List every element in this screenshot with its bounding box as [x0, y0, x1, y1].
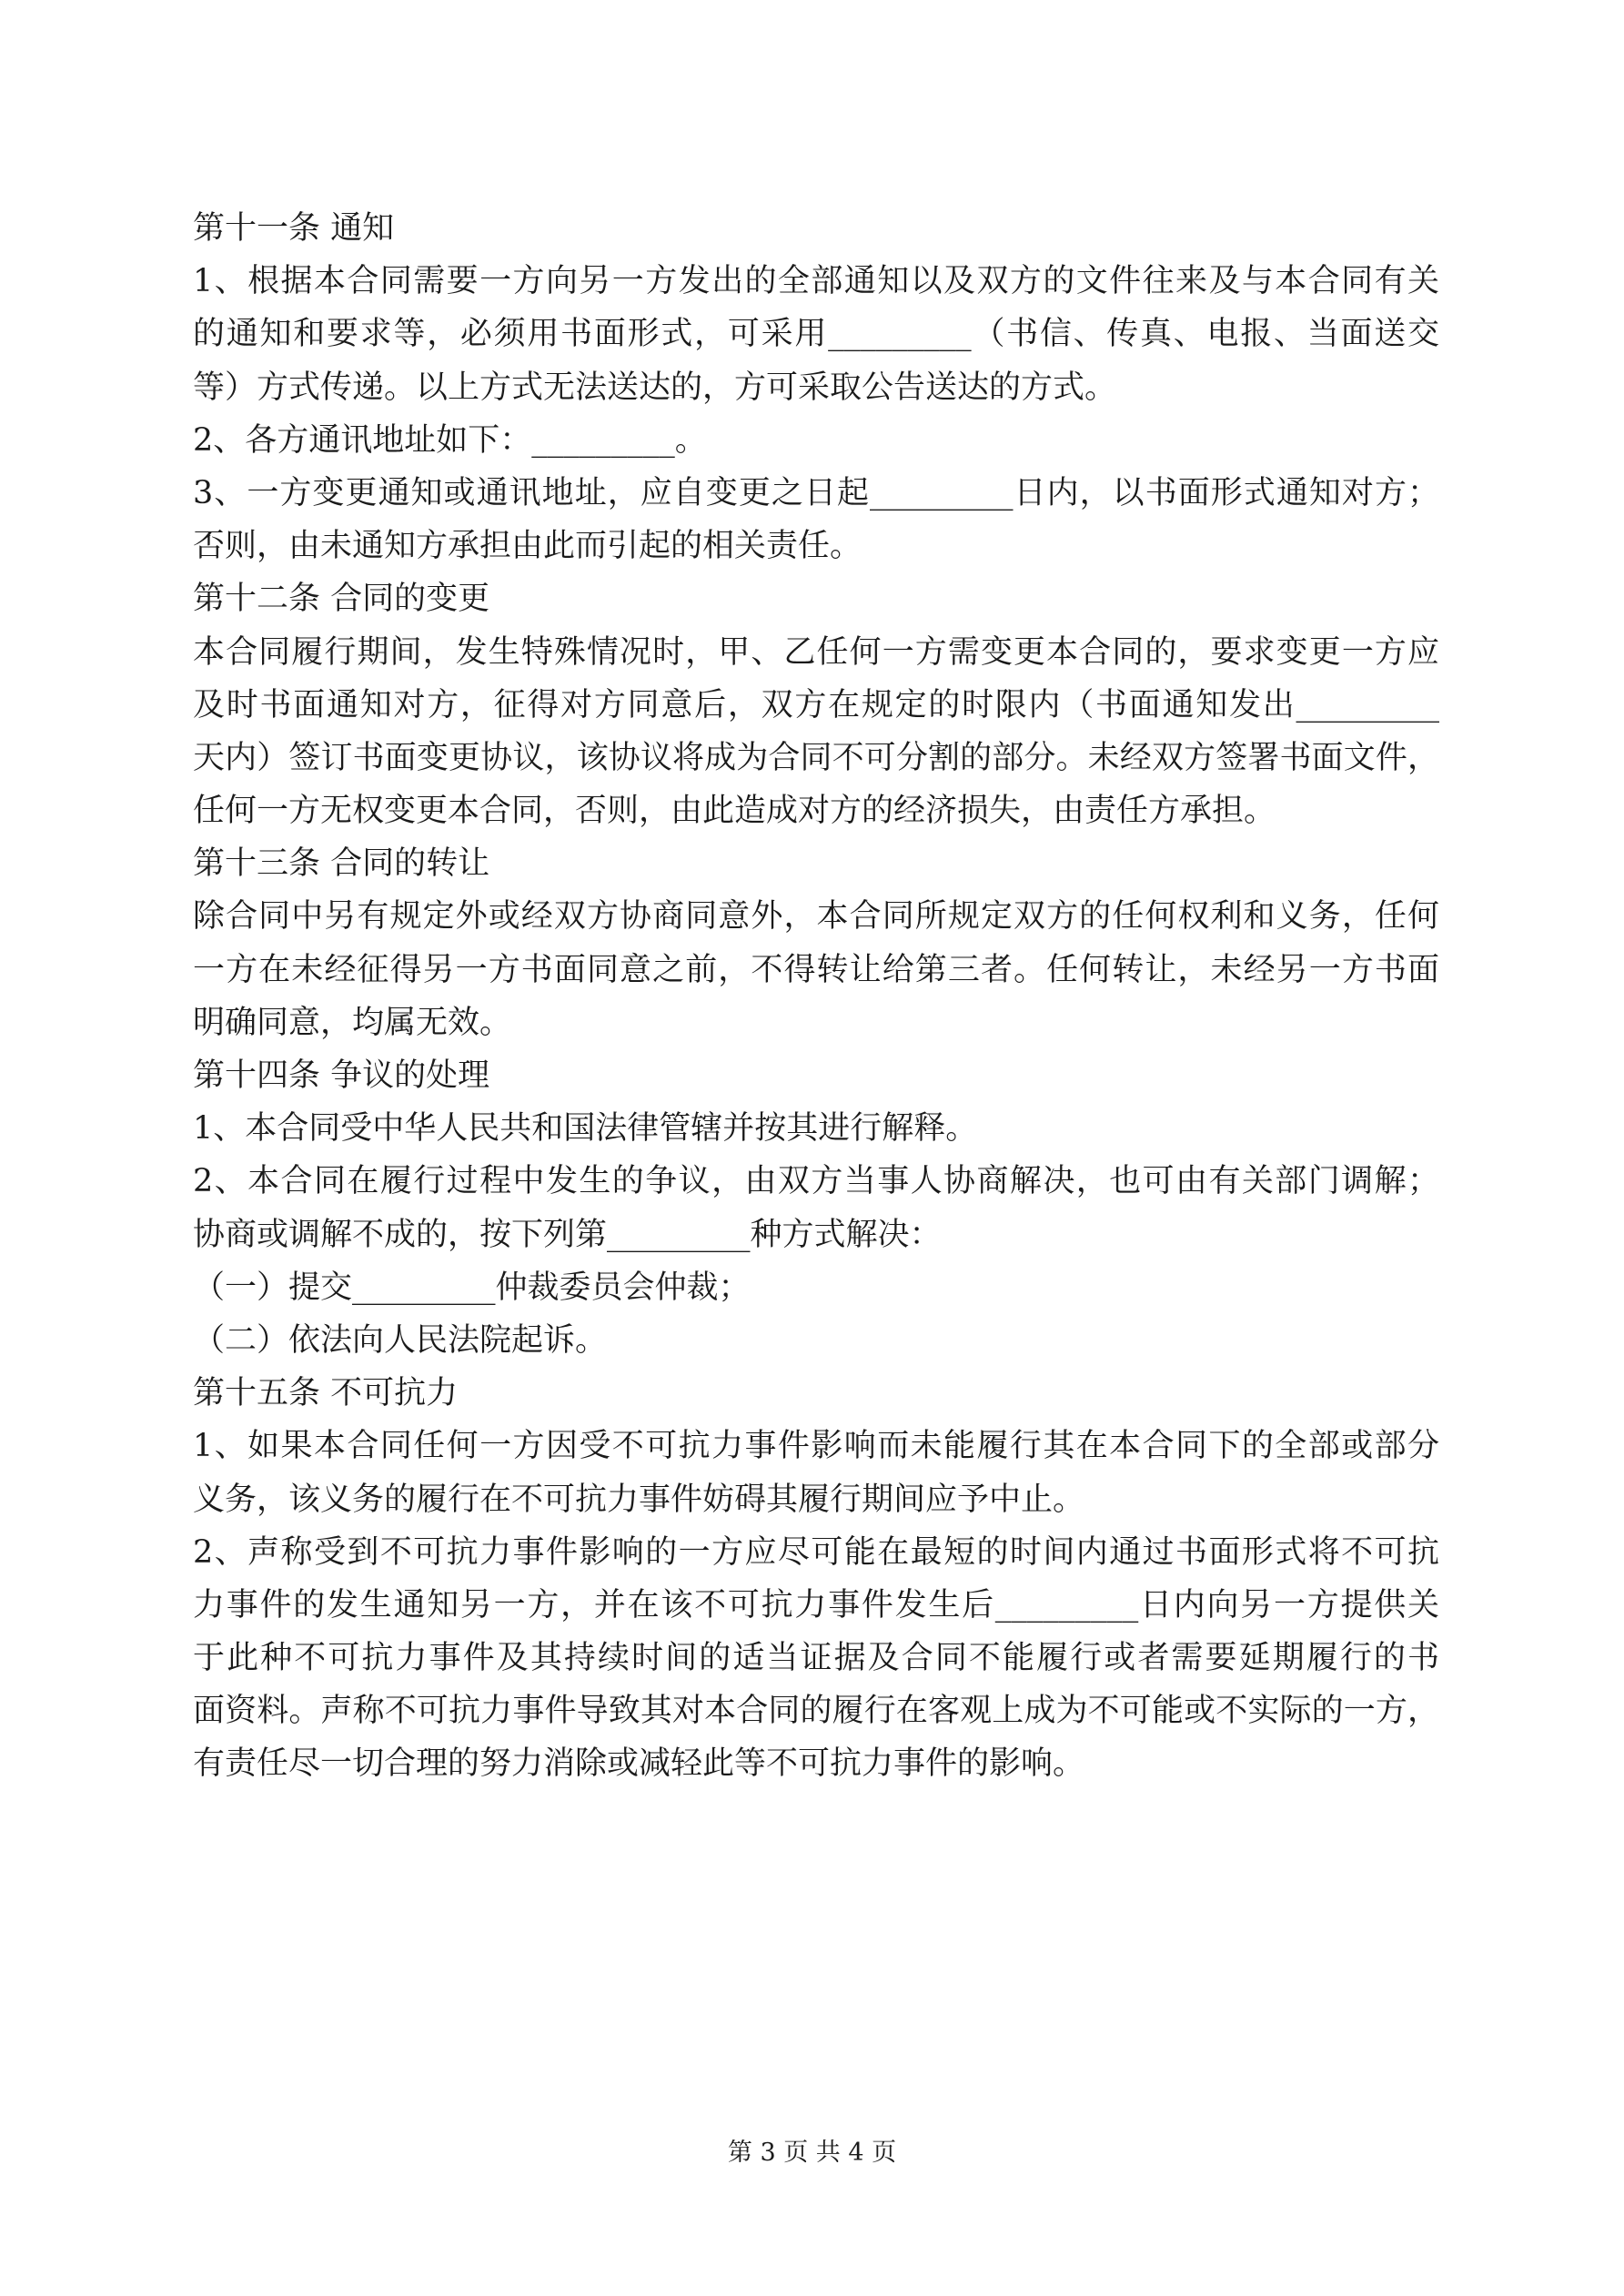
text-line: 的通知和要求等，必须用书面形式，可采用_________（书信、传真、电报、当面送交 — [193, 316, 1439, 353]
text-line: 3、一方变更通知或通讯地址，应自变更之日起_________日内，以书面形式通知对方； — [193, 474, 1439, 511]
text-line: 本合同履行期间，发生特殊情况时，甲、乙任何一方需变更本合同的，要求变更一方应 — [193, 633, 1439, 671]
text-line: 1、如果本合同任何一方因受不可抗力事件影响而未能履行其在本合同下的全部或部分 — [193, 1428, 1439, 1465]
text-line: 任何一方无权变更本合同，否则，由此造成对方的经济损失，由责任方承担。 — [193, 793, 1276, 830]
text-line: 否则，由未通知方承担由此而引起的相关责任。 — [193, 528, 862, 565]
document-body — [193, 202, 1439, 1791]
text-line: 1、根据本合同需要一方向另一方发出的全部通知以及双方的文件往来及与本合同有关 — [193, 263, 1439, 300]
page-footer — [0, 2137, 1624, 2170]
text-line: 除合同中另有规定外或经双方协商同意外，本合同所规定双方的任何权利和义务，任何 — [193, 898, 1439, 936]
text-line: 2、本合同在履行过程中发生的争议，由双方当事人协商解决，也可由有关部门调解； — [193, 1163, 1439, 1200]
page-number: 第 3 页 共 4 页 — [727, 2139, 897, 2167]
article-15-heading: 第十五条 不可抗力 — [193, 1375, 459, 1412]
text-line: （一）提交_________仲裁委员会仲裁； — [193, 1269, 751, 1306]
article-14-heading: 第十四条 争议的处理 — [193, 1057, 490, 1094]
text-line: （二）依法向人民法院起诉。 — [193, 1321, 608, 1359]
text-line: 天内）签订书面变更协议，该协议将成为合同不可分割的部分。未经双方签署书面文件， — [193, 739, 1439, 776]
text-line: 1、本合同受中华人民共和国法律管辖并按其进行解释。 — [193, 1110, 978, 1148]
text-line: 义务，该义务的履行在不可抗力事件妨碍其履行期间应予中止。 — [193, 1481, 1085, 1518]
text-line: 等）方式传递。以上方式无法送达的，方可采取公告送达的方式。 — [193, 369, 1117, 406]
text-line: 力事件的发生通知另一方，并在该不可抗力事件发生后_________日内向另一方提供关 — [193, 1586, 1439, 1623]
text-line: 协商或调解不成的，按下列第_________种方式解决： — [193, 1216, 942, 1253]
text-line: 一方在未经征得另一方书面同意之前，不得转让给第三者。任何转让，未经另一方书面 — [193, 951, 1439, 988]
text-line: 2、声称受到不可抗力事件影响的一方应尽可能在最短的时间内通过书面形式将不可抗 — [193, 1533, 1439, 1571]
article-12-heading: 第十二条 合同的变更 — [193, 581, 490, 618]
article-11-heading: 第十一条 通知 — [193, 210, 395, 247]
text-line: 有责任尽一切合理的努力消除或减轻此等不可抗力事件的影响。 — [193, 1745, 1085, 1783]
article-13-heading: 第十三条 合同的转让 — [193, 845, 490, 883]
text-line: 面资料。声称不可抗力事件导致其对本合同的履行在客观上成为不可能或不实际的一方， — [193, 1693, 1439, 1730]
text-line: 及时书面通知对方，征得对方同意后，双方在规定的时限内（书面通知发出_________ — [193, 686, 1439, 723]
text-line: 明确同意，均属无效。 — [193, 1004, 512, 1041]
text-line: 2、各方通讯地址如下：_________。 — [193, 421, 707, 459]
text-line: 于此种不可抗力事件及其持续时间的适当证据及合同不能履行或者需要延期履行的书 — [193, 1640, 1439, 1677]
